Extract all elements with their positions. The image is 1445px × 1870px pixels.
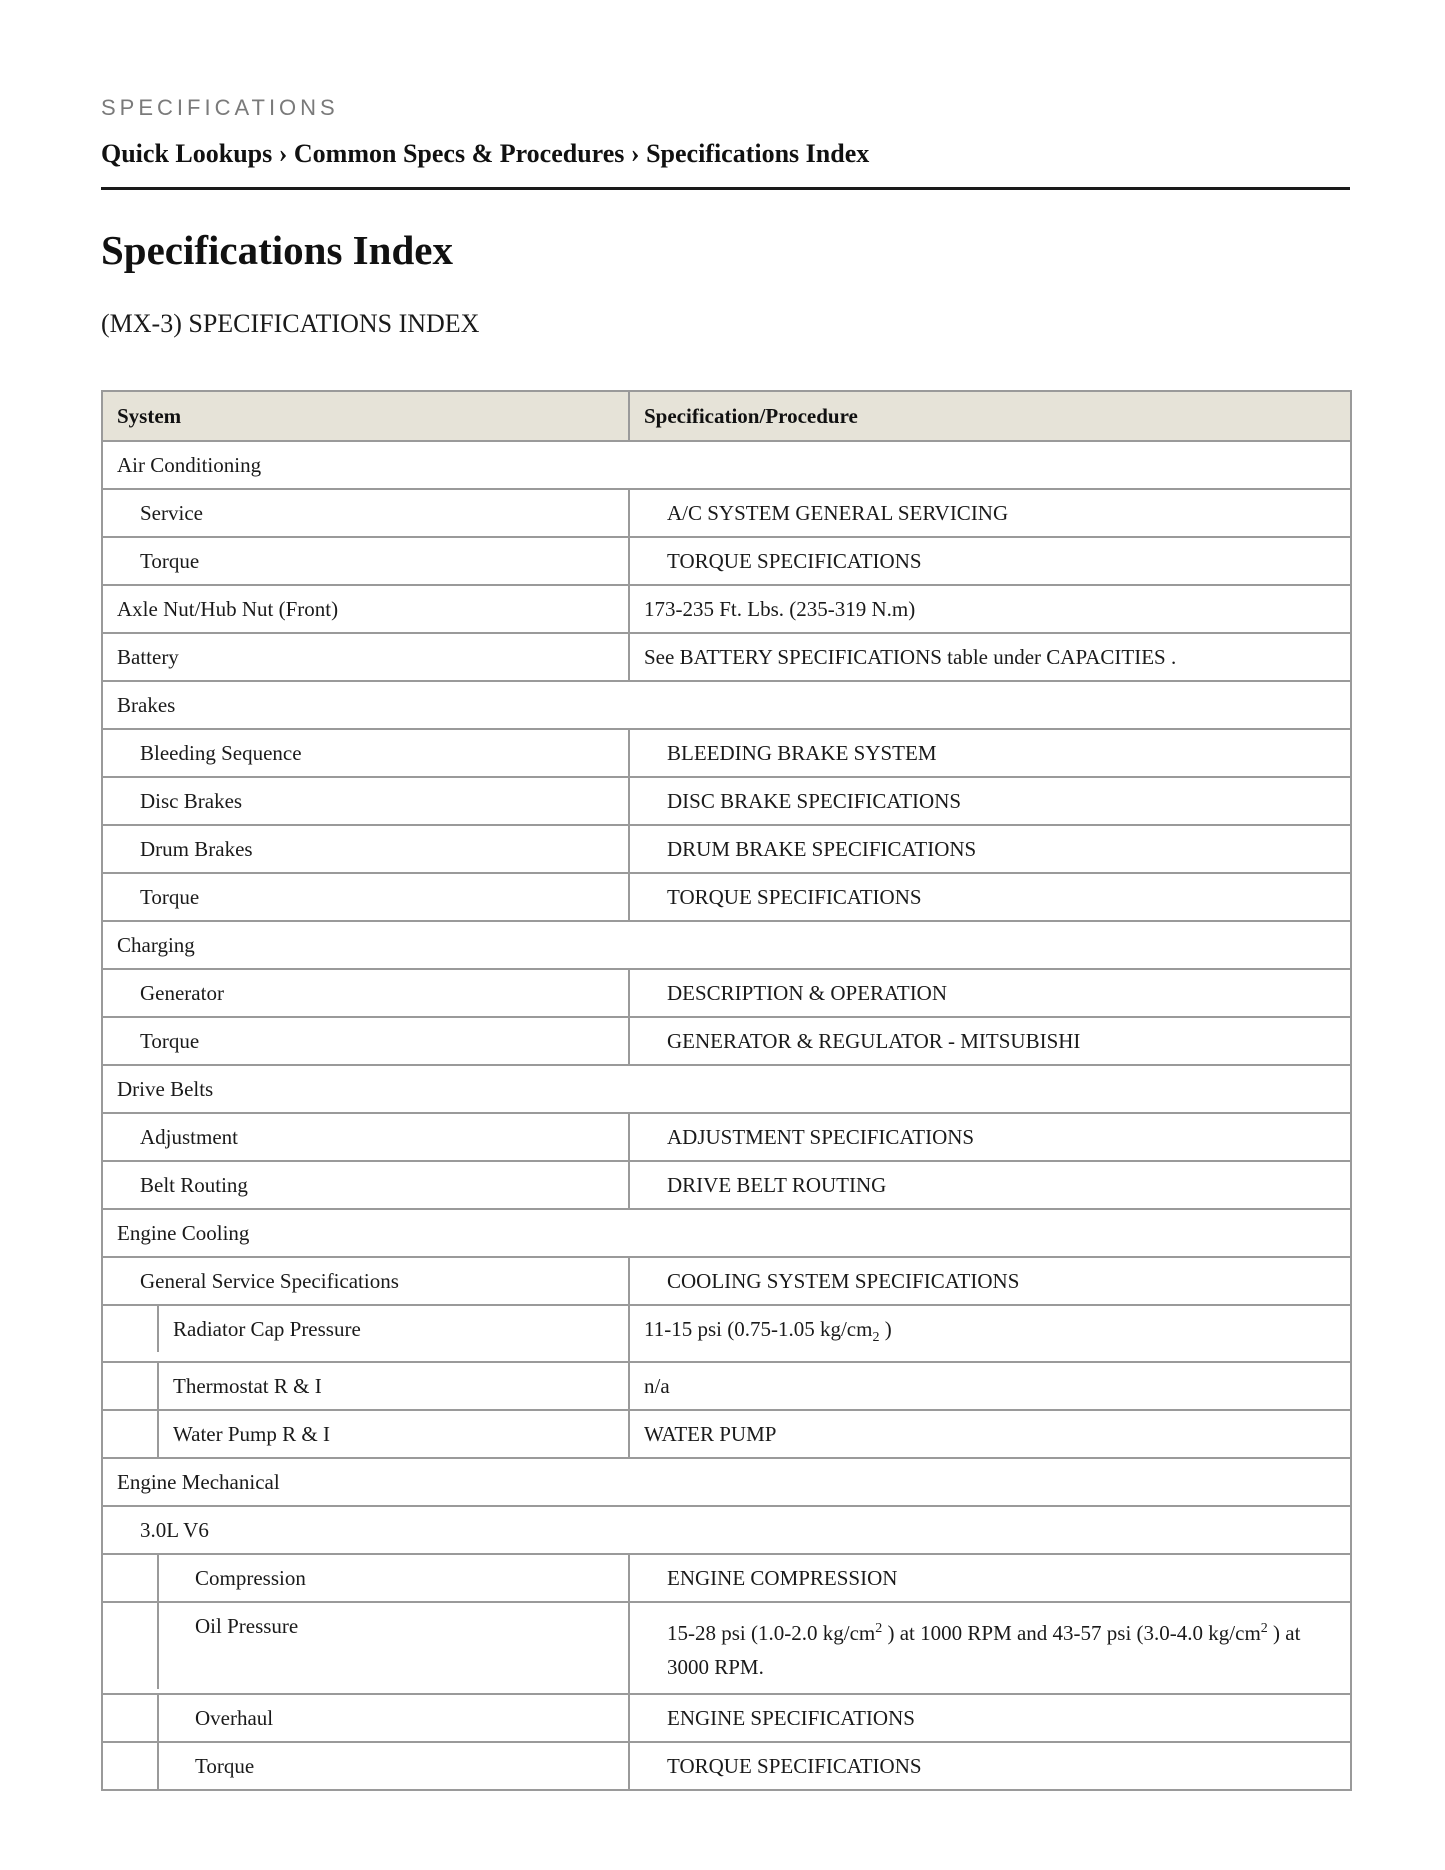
column-header-spec: Specification/Procedure bbox=[629, 391, 1351, 441]
system-cell-nested bbox=[102, 1742, 629, 1790]
column-header-system: System bbox=[102, 391, 629, 441]
spec-cell: ENGINE SPECIFICATIONS bbox=[629, 1694, 1351, 1742]
indent-gutter bbox=[103, 1603, 159, 1689]
page-title: Specifications Index bbox=[101, 227, 453, 273]
table-row bbox=[102, 1602, 1351, 1694]
system-cell: Drum Brakes bbox=[102, 825, 629, 873]
table-row bbox=[102, 633, 1351, 681]
system-cell: Battery bbox=[102, 633, 629, 681]
group-label: Charging bbox=[102, 921, 1351, 969]
table-header-row bbox=[102, 391, 1351, 441]
spec-cell: 173-235 Ft. Lbs. (235-319 N.m) bbox=[629, 585, 1351, 633]
table-row bbox=[102, 1257, 1351, 1305]
system-label: Compression bbox=[195, 1566, 306, 1591]
system-cell: Torque bbox=[102, 1017, 629, 1065]
spec-text-end: ) bbox=[879, 1317, 892, 1341]
indent-gutter bbox=[103, 1411, 159, 1457]
table-row-group bbox=[102, 1458, 1351, 1506]
nested-system-wrap bbox=[103, 1363, 628, 1409]
table-row bbox=[102, 729, 1351, 777]
group-label: Brakes bbox=[102, 681, 1351, 729]
spec-cell: A/C SYSTEM GENERAL SERVICING bbox=[629, 489, 1351, 537]
table-row bbox=[102, 1113, 1351, 1161]
spec-cell: TORQUE SPECIFICATIONS bbox=[629, 873, 1351, 921]
nested-system-wrap bbox=[103, 1411, 628, 1457]
table-row bbox=[102, 489, 1351, 537]
spec-text-end: ) at 3000 RPM. bbox=[667, 1621, 1301, 1680]
spec-cell: DESCRIPTION & OPERATION bbox=[629, 969, 1351, 1017]
spec-cell: BLEEDING BRAKE SYSTEM bbox=[629, 729, 1351, 777]
table-row-group bbox=[102, 681, 1351, 729]
subscript-text: 2 bbox=[872, 1330, 880, 1346]
group-label: Drive Belts bbox=[102, 1065, 1351, 1113]
nested-system-wrap bbox=[103, 1603, 628, 1689]
header-divider bbox=[101, 187, 1350, 190]
nested-system-wrap bbox=[103, 1743, 628, 1789]
system-label: Water Pump R & I bbox=[173, 1422, 330, 1447]
spec-text-mid: ) at 1000 RPM and 43-57 psi (3.0-4.0 kg/cm bbox=[882, 1621, 1261, 1646]
indent-gutter bbox=[103, 1555, 159, 1601]
superscript-text: 2 bbox=[875, 1621, 883, 1637]
table-row-subgroup bbox=[102, 1506, 1351, 1554]
nested-system-wrap bbox=[103, 1555, 628, 1601]
system-cell: Torque bbox=[102, 537, 629, 585]
spec-cell: See BATTERY SPECIFICATIONS table under CAPACITIES . bbox=[629, 633, 1351, 681]
table-row bbox=[102, 1305, 1351, 1362]
system-cell: General Service Specifications bbox=[102, 1257, 629, 1305]
spec-cell: DISC BRAKE SPECIFICATIONS bbox=[629, 777, 1351, 825]
table-row bbox=[102, 585, 1351, 633]
table-row bbox=[102, 537, 1351, 585]
superscript-text: 2 bbox=[1260, 1621, 1268, 1637]
table-row bbox=[102, 873, 1351, 921]
spec-cell bbox=[629, 1602, 1351, 1694]
system-cell-nested bbox=[102, 1305, 629, 1362]
system-label: Overhaul bbox=[195, 1706, 274, 1731]
group-label: Air Conditioning bbox=[102, 441, 1351, 489]
spec-cell: DRIVE BELT ROUTING bbox=[629, 1161, 1351, 1209]
spec-cell: TORQUE SPECIFICATIONS bbox=[629, 537, 1351, 585]
table-row-group bbox=[102, 1065, 1351, 1113]
table-row bbox=[102, 1742, 1351, 1790]
system-cell: Axle Nut/Hub Nut (Front) bbox=[102, 585, 629, 633]
system-cell: Belt Routing bbox=[102, 1161, 629, 1209]
table-row bbox=[102, 1554, 1351, 1602]
system-cell: Adjustment bbox=[102, 1113, 629, 1161]
system-label: Oil Pressure bbox=[195, 1614, 299, 1639]
indent-gutter bbox=[103, 1363, 159, 1409]
group-label: Engine Mechanical bbox=[102, 1458, 1351, 1506]
spec-cell: DRUM BRAKE SPECIFICATIONS bbox=[629, 825, 1351, 873]
table-row-group bbox=[102, 441, 1351, 489]
system-label: Torque bbox=[195, 1754, 255, 1779]
system-cell: Generator bbox=[102, 969, 629, 1017]
nested-system-wrap bbox=[103, 1695, 628, 1741]
spec-cell: COOLING SYSTEM SPECIFICATIONS bbox=[629, 1257, 1351, 1305]
system-cell-nested bbox=[102, 1362, 629, 1410]
table-row bbox=[102, 777, 1351, 825]
spec-cell: GENERATOR & REGULATOR - MITSUBISHI bbox=[629, 1017, 1351, 1065]
section-kicker: SPECIFICATIONS bbox=[101, 95, 339, 120]
system-cell: Bleeding Sequence bbox=[102, 729, 629, 777]
spec-text: 15-28 psi (1.0-2.0 kg/cm bbox=[667, 1621, 876, 1646]
indent-gutter bbox=[103, 1743, 159, 1789]
table-row bbox=[102, 1161, 1351, 1209]
system-cell-nested bbox=[102, 1602, 629, 1694]
table-row-group bbox=[102, 1209, 1351, 1257]
specifications-table bbox=[101, 390, 1352, 1791]
subgroup-label: 3.0L V6 bbox=[102, 1506, 1351, 1554]
system-cell-nested bbox=[102, 1410, 629, 1458]
table-row bbox=[102, 1362, 1351, 1410]
system-cell: Torque bbox=[102, 873, 629, 921]
system-cell-nested bbox=[102, 1554, 629, 1602]
spec-cell: TORQUE SPECIFICATIONS bbox=[629, 1742, 1351, 1790]
table-row bbox=[102, 825, 1351, 873]
spec-cell: WATER PUMP bbox=[629, 1410, 1351, 1458]
indent-gutter bbox=[103, 1306, 159, 1352]
nested-system-wrap bbox=[103, 1306, 628, 1352]
spec-text: 11-15 psi (0.75-1.05 kg/cm bbox=[644, 1317, 873, 1341]
table-row bbox=[102, 969, 1351, 1017]
table-row bbox=[102, 1017, 1351, 1065]
breadcrumb: Quick Lookups › Common Specs & Procedures › Specifications Index bbox=[101, 139, 870, 168]
system-cell: Disc Brakes bbox=[102, 777, 629, 825]
group-label: Engine Cooling bbox=[102, 1209, 1351, 1257]
spec-cell: ENGINE COMPRESSION bbox=[629, 1554, 1351, 1602]
table-row bbox=[102, 1410, 1351, 1458]
page-subtitle: (MX-3) SPECIFICATIONS INDEX bbox=[101, 309, 480, 338]
table-row-group bbox=[102, 921, 1351, 969]
spec-cell: n/a bbox=[629, 1362, 1351, 1410]
indent-gutter bbox=[103, 1695, 159, 1741]
spec-cell: ADJUSTMENT SPECIFICATIONS bbox=[629, 1113, 1351, 1161]
system-cell-nested bbox=[102, 1694, 629, 1742]
table-row bbox=[102, 1694, 1351, 1742]
spec-cell bbox=[629, 1305, 1351, 1362]
system-cell: Service bbox=[102, 489, 629, 537]
system-label: Thermostat R & I bbox=[173, 1374, 322, 1399]
system-label: Radiator Cap Pressure bbox=[173, 1317, 361, 1341]
